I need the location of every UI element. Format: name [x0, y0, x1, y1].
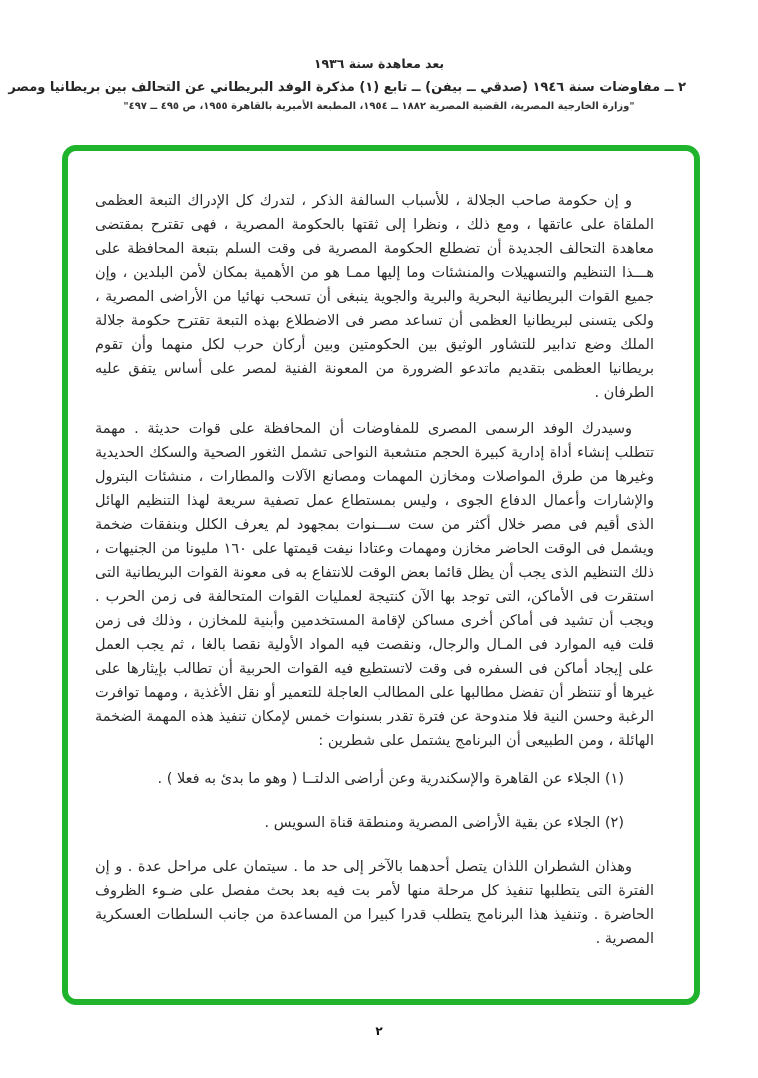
page-number: ٢: [375, 1024, 383, 1038]
closing-paragraph: وهذان الشطران اللذان يتصل أحدهما بالآخر إلى حد ما . سيتمان على مراحل عدة . و إن الفترة التى يتطلبها تنفيذ كل مرحلة منها لأمر بت فيه بعد بحث مفصل على ضـوء الظروف الحاضرة . وتنفيذ هذا البرنامج يتطلب قدرا كبيرا من المساعدة من جانب السلطات العسكرية المصرية .: [95, 859, 654, 947]
document-header: [0, 56, 758, 112]
header-context-line: بعد معاهدة سنة ١٩٣٦: [313, 56, 445, 71]
paragraph: و إن حكومة صاحب الجلالة ، للأسباب السالفة الذكر ، لتدرك كل الإدراك التبعة العظمى الملقاة على عاتقها ، ومع ذلك ، ونظرا إلى ثقتها بالحكومة المصرية ، فهى تقترح بمقتضى معاهدة التحالف الجديدة أن تضطلع الحكومة المصرية فى وقت السلم بتبعة المحافظة على هـــذا التنظيم والتسهيلات والمنشئات وما إليها ممـا هو من الأهمية بمكان لأمن البلدين ، وإن جميع القوات البريطانية البحرية والبرية والجوية ينبغى أن تسحب نهائيا من الأراضى المصرية ، ولكى يتسنى لبريطانيا العظمى أن تساعد مصر فى الاضطلاع بهذه التبعة تقترح حكومة جلالة الملك وضع تدابير للتشاور الوثيق بين الحكومتين وبين أركان حرب لكل منهما وأن تقوم بريطانيا العظمى بتقديم ماتدعو الضرورة من المعونة الفنية لمصر على أساس يتفق عليه الطرفان .: [95, 193, 654, 401]
paragraph: وسيدرك الوفد الرسمى المصرى للمفاوضات أن المحافظة على قوات حديثة . مهمة تتطلب إنشاء أداة إدارية كبيرة الحجم متشعبة النواحى تشمل الثغور الصحية والسكك الحديدية وغيرها من طرق المواصلات ومخازن المهمات ومصانع الآلات والمطارات ، منشئات البترول والإشارات وأعمال الدفاع الجوى ، وليس بمستطاع عمل تصفية سريعة لهذا التنظيم الهائل الذى أقيم فى مصر خلال أكثر من ست ســـنوات بمجهود لم يعرف الكلل وبنفقات ضخمة ويشمل فى الوقت الحاضر مخازن ومهمات وعتادا نيفت قيمتها على ١٦٠ مليونا من الجنيهات ، ذلك التنظيم الذى يجب أن يظل قائما بعض الوقت للانتفاع به فى معونة القوات البريطانية التى استقرت فى الأماكن، التى توجد بها الآن كنتيجة لعمليات القوات المتحالفة فى زمن الحرب . ويجب أن تشيد فى أماكن أخرى مساكن لإقامة المستخدمين وأبنية للمخازن ، وذلك فى زمن قلت فيه الموارد فى المـال والرجال، ونقصت فيه المواد الأولية نقصا بالغا ، ثم يجب العمل على إيجاد أماكن فى السفره فى وقت لاتستطيع فيه القوات الحربية أن تطالب بإيثارها على غيرها أو تنتظر أن تفضل مطالبها على المطالب العاجلة للتعمير أو نقل الأغذية ، ومهما توافرت الرغبة وحسن النية فلا مندوحة عن فترة تقدر بسنوات خمس لإمكان تنفيذ هذه المهمة الضخمة الهائلة ، ومن الطبيعى أن البرنامج يشتمل على شطرين :: [95, 421, 654, 749]
header-title-line: ٢ ــ مفاوضات سنة ١٩٤٦ (صدقي ــ بيفن) ــ تابع (١) مذكرة الوفد البريطاني عن التحالف بين بريطانيا ومصر: [8, 80, 686, 95]
numbered-list: [95, 767, 624, 835]
scan-highlight-box: [62, 145, 700, 1005]
document-body: [95, 189, 654, 963]
header-source-line: "وزارة الخارجية المصرية، القضية المصرية ١٨٨٢ ــ ١٩٥٤، المطبعة الأميرية بالقاهرة ١٩٥٥، ص ٤٩٥ ــ ٤٩٧": [123, 101, 635, 112]
numbered-item: (١) الجلاء عن القاهرة والإسكندرية وعن أراضى الدلتــا ( وهو ما بدئ به فعلا ) .: [157, 771, 624, 787]
numbered-item: (٢) الجلاء عن بقية الأراضى المصرية ومنطقة قناة السويس .: [264, 815, 624, 831]
